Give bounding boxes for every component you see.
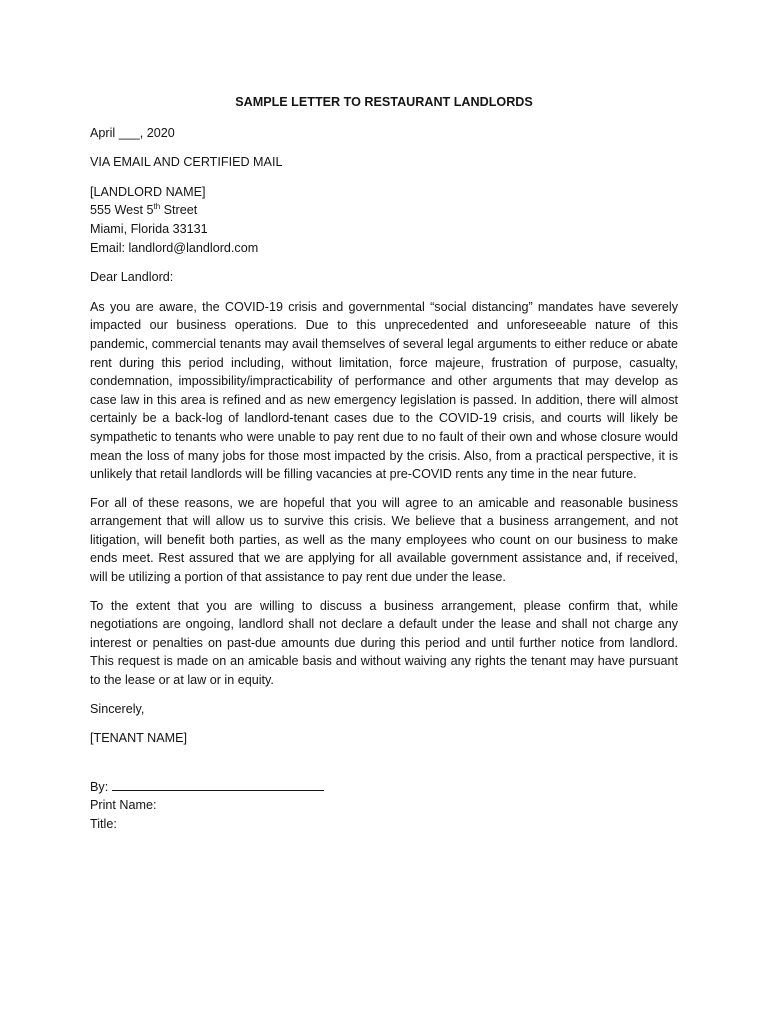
recipient-name: [LANDLORD NAME] <box>90 184 206 199</box>
signature-by: By: <box>90 776 678 797</box>
print-name-label: Print Name: <box>90 798 157 813</box>
closing: Sincerely, <box>90 701 145 716</box>
recipient-street: 555 West 5th Street <box>90 202 198 218</box>
salutation: Dear Landlord: <box>90 270 174 285</box>
recipient-email: Email: landlord@landlord.com <box>90 240 259 255</box>
tenant-name: [TENANT NAME] <box>90 731 188 746</box>
letter-body <box>90 93 678 834</box>
paragraph-2: For all of these reasons, we are hopeful that you will agree to an amicable and reasonable business arrangement that will allow us to survive this crisis. We believe that a business arrangement, and not litigation, will benefit both parties, as well as the many employees who count on our business to make ends meet. Rest assured that we are applying for all available government assistance and, if received, will be utilizing a portion of that assistance to pay rent due under the lease. <box>90 495 678 585</box>
title-label: Title: <box>90 817 117 831</box>
document-title: SAMPLE LETTER TO RESTAURANT LANDLORDS <box>235 95 533 109</box>
recipient-address <box>90 183 678 257</box>
recipient-city: Miami, Florida 33131 <box>90 221 208 236</box>
delivery-method: VIA EMAIL AND CERTIFIED MAIL <box>90 155 283 170</box>
paragraph-3: To the extent that you are willing to discuss a business arrangement, please confirm that, while negotiations are ongoing, landlord shall not declare a default under the lease and shall not charge any interest or penalties on past-due amounts due during this period and until further notice from landlord. This request is made on an amicable basis and without waiving any rights the tenant may have pursuant to the lease or at law or in equity. <box>90 598 678 688</box>
signature-block <box>90 776 678 834</box>
paragraph-1: As you are aware, the COVID-19 crisis and governmental “social distancing” mandates have severely impacted our business operations. Due to this unprecedented and unforeseeable nature of this pandemic, commercial tenants may avail themselves of several legal arguments to either reduce or abate rent during this period including, without limitation, force majeure, frustration of purpose, casualty, condemnation, impossibility/impracticability of performance and other arguments that may develop as case law in this area is refined and as new emergency legislation is passed. In addition, there will almost certainly be a back-log of landlord-tenant cases due to the COVID-19 crisis, and courts will likely be sympathetic to tenants who were unable to pay rent due to no fault of their own and whose closure would mean the loss of many jobs for those most impacted by the crisis. Also, from a practical perspective, it is unlikely that retail landlords will be filling vacancies at pre-COVID rents any time in the near future. <box>90 299 678 482</box>
letter-date: April ___, 2020 <box>90 125 175 140</box>
signature-line <box>112 776 324 791</box>
